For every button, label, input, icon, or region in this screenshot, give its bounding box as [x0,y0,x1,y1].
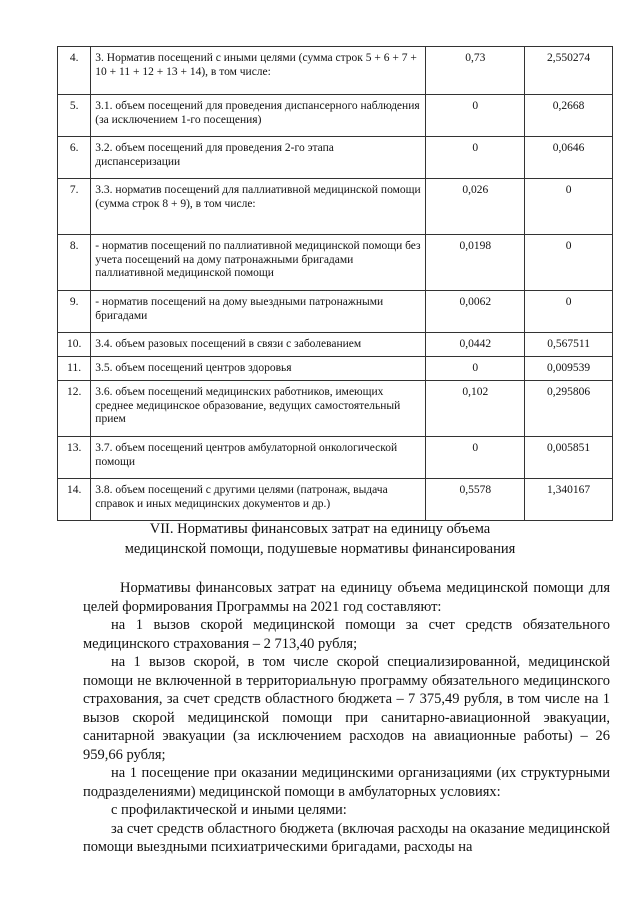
table-row [58,479,613,521]
row-value-2: 0 [525,235,613,291]
row-value-1: 0 [426,437,525,479]
paragraph: на 1 вызов скорой медицинской помощи за счет средств обязательного медицинского страхования – 2 713,40 рубля; [83,617,610,652]
row-name: 3.7. объем посещений центров амбулаторной онкологической помощи [91,437,426,479]
section-title-line-2: медицинской помощи, подушевые нормативы финансирования [124,541,516,557]
row-value-2: 0,005851 [525,437,613,479]
row-value-1: 0 [426,137,525,179]
row-name: - норматив посещений по паллиативной медицинской помощи без учета посещений на дому патронажными бригадами паллиативной медицинской помощи [91,235,426,291]
table-row [58,291,613,333]
row-name: 3.3. норматив посещений для паллиативной медицинской помощи (сумма строк 8 + 9), в том числе: [91,179,426,235]
paragraph: на 1 вызов скорой, в том числе скорой специализированной, медицинской помощи не включенной в территориальную программу обязательного медицинского страхования, за счет средств областного бюджета – 7 375,49 рубля, в том числе на 1 вызов скорой медицинской помощи при санитарно-авиационной эвакуации, санитарной эвакуации (за исключением расходов на авиационные работы) – 26 959,66 рубля; [83,654,610,763]
row-number: 12. [58,381,91,437]
table-row [58,47,613,95]
row-name: 3.5. объем посещений центров здоровья [91,357,426,381]
row-name: 3.4. объем разовых посещений в связи с заболеванием [91,333,426,357]
row-value-1: 0,73 [426,47,525,95]
row-value-2: 0,009539 [525,357,613,381]
paragraph: на 1 посещение при оказании медицинскими организациями (их структурными подразделениями) медицинской помощи в амбулаторных условиях: [83,765,610,800]
table-row [58,437,613,479]
row-number: 14. [58,479,91,521]
row-value-1: 0,5578 [426,479,525,521]
section-title-line-1: VII. Нормативы финансовых затрат на единицу объема [149,521,491,537]
row-name: 3.6. объем посещений медицинских работников, имеющих среднее медицинское образование, ведущих самостоятельный прием [91,381,426,437]
row-value-2: 0,0646 [525,137,613,179]
row-value-2: 0 [525,291,613,333]
row-value-2: 2,550274 [525,47,613,95]
row-value-1: 0 [426,357,525,381]
paragraph: с профилактической и иными целями: [111,802,347,818]
row-value-1: 0 [426,95,525,137]
body-text [83,579,610,857]
row-number: 8. [58,235,91,291]
row-value-1: 0,026 [426,179,525,235]
row-number: 9. [58,291,91,333]
section-title [60,519,580,559]
table-row [58,235,613,291]
row-number: 4. [58,47,91,95]
row-name: - норматив посещений на дому выездными патронажными бригадами [91,291,426,333]
row-name: 3.1. объем посещений для проведения диспансерного наблюдения (за исключением 1-го посещения) [91,95,426,137]
table-row [58,357,613,381]
row-number: 10. [58,333,91,357]
table-row [58,95,613,137]
table-row [58,381,613,437]
row-value-2: 0 [525,179,613,235]
table-row [58,137,613,179]
row-value-2: 1,340167 [525,479,613,521]
table-row [58,333,613,357]
paragraph: Нормативы финансовых затрат на единицу объема медицинской помощи для целей формирования Программы на 2021 год составляют: [83,580,610,615]
row-value-1: 0,0442 [426,333,525,357]
row-number: 13. [58,437,91,479]
row-value-1: 0,0198 [426,235,525,291]
row-number: 6. [58,137,91,179]
norms-table [57,46,613,521]
row-name: 3.2. объем посещений для проведения 2-го этапа диспансеризации [91,137,426,179]
row-value-2: 0,567511 [525,333,613,357]
row-value-1: 0,102 [426,381,525,437]
row-number: 7. [58,179,91,235]
row-number: 11. [58,357,91,381]
row-value-2: 0,2668 [525,95,613,137]
paragraph: за счет средств областного бюджета (включая расходы на оказание медицинской помощи выездными психиатрическими бригадами, расходы на [83,820,610,855]
row-number: 5. [58,95,91,137]
row-name: 3. Норматив посещений с иными целями (сумма строк 5 + 6 + 7 + 10 + 11 + 12 + 13 + 14), в том числе: [91,47,426,95]
row-value-2: 0,295806 [525,381,613,437]
table-row [58,179,613,235]
row-name: 3.8. объем посещений с другими целями (патронаж, выдача справок и иных медицинских документов и др.) [91,479,426,521]
row-value-1: 0,0062 [426,291,525,333]
